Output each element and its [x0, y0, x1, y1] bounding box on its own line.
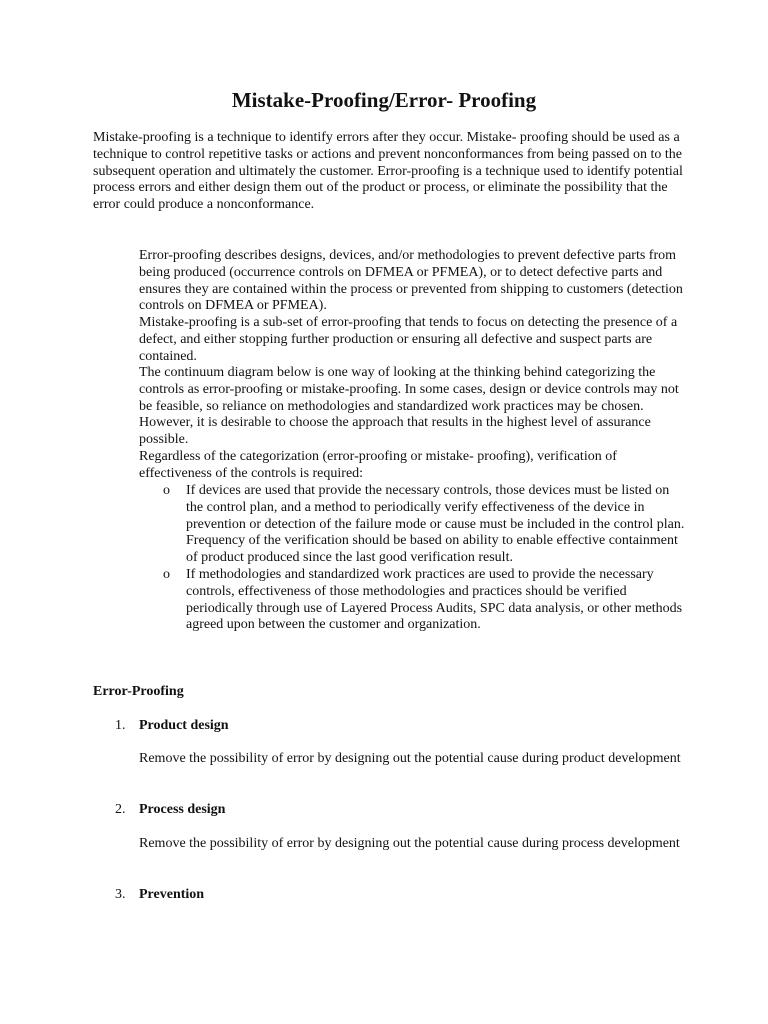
- indented-paragraph-2: Mistake-proofing is a sub-set of error-proofing that tends to focus on detecting the presence of a defect, and either stopping further production or ensuring all defective and suspect parts are contained.: [139, 315, 678, 364]
- bullet-list: [163, 483, 688, 634]
- numbered-item-3: [115, 887, 204, 903]
- bullet-item: [163, 483, 688, 567]
- item-number: 1.: [115, 718, 126, 733]
- bullet-text: If methodologies and standardized work practices are used to provide the necessary controls, effectiveness of those methodologies and practices should be verified periodically through use of Layered Process Audits, SPC data analysis, or other methods agreed upon between the customer and organization.: [186, 566, 683, 633]
- section-heading: Error-Proofing: [93, 684, 184, 699]
- intro-paragraph: Mistake-proofing is a technique to identify errors after they occur. Mistake- proofing should be used as a technique to control repetitive tasks or actions and prevent nonconformances from being passed on to the subsequent operation and ultimately the customer. Error-proofing is a technique used to identify potential process errors and either design them out of the product or process, or eliminate the possibility that the error could produce a nonconformance.: [93, 130, 683, 213]
- page-title: Mistake-Proofing/Error- Proofing: [231, 88, 537, 112]
- item-description-1: Remove the possibility of error by designing out the potential cause during product development: [139, 751, 681, 766]
- item-description-2: Remove the possibility of error by designing out the potential cause during process development: [139, 836, 680, 851]
- item-number: 3.: [115, 887, 126, 902]
- item-label: Process design: [139, 802, 226, 817]
- numbered-item-2: [115, 802, 225, 818]
- numbered-item-1: [115, 718, 229, 734]
- bullet-item: [163, 567, 688, 634]
- indented-paragraph-1: Error-proofing describes designs, devices, and/or methodologies to prevent defective parts from being produced (occurrence controls on DFMEA or PFMEA), or to detect defective parts and ensures they are contained within the process or prevented from shipping to customers (detection controls on DFMEA or PFMEA).: [139, 248, 683, 314]
- bullet-marker: o: [163, 566, 170, 582]
- item-number: 2.: [115, 802, 126, 817]
- indented-paragraph-3: The continuum diagram below is one way of looking at the thinking behind categorizing the controls as error-proofing or mistake-proofing. In some cases, design or device controls may not be feasible, so reliance on methodologies and standardized work practices may be chosen. However, it is desirable to choose the approach that results in the highest level of assurance possible.: [139, 365, 679, 448]
- item-label: Product design: [139, 718, 229, 733]
- item-label: Prevention: [139, 887, 205, 902]
- bullet-text: If devices are used that provide the necessary controls, those devices must be listed on the control plan, and a method to periodically verify effectiveness of the device in prevention or detection of the failure mode or cause must be included in the control plan. Frequency of the verification should be based on ability to enable effective containment of product produced since the last good verification result.: [186, 483, 685, 566]
- indented-paragraph-4: Regardless of the categorization (error-proofing or mistake- proofing), verification of effectiveness of the controls is required:: [139, 449, 617, 481]
- bullet-marker: o: [163, 483, 170, 498]
